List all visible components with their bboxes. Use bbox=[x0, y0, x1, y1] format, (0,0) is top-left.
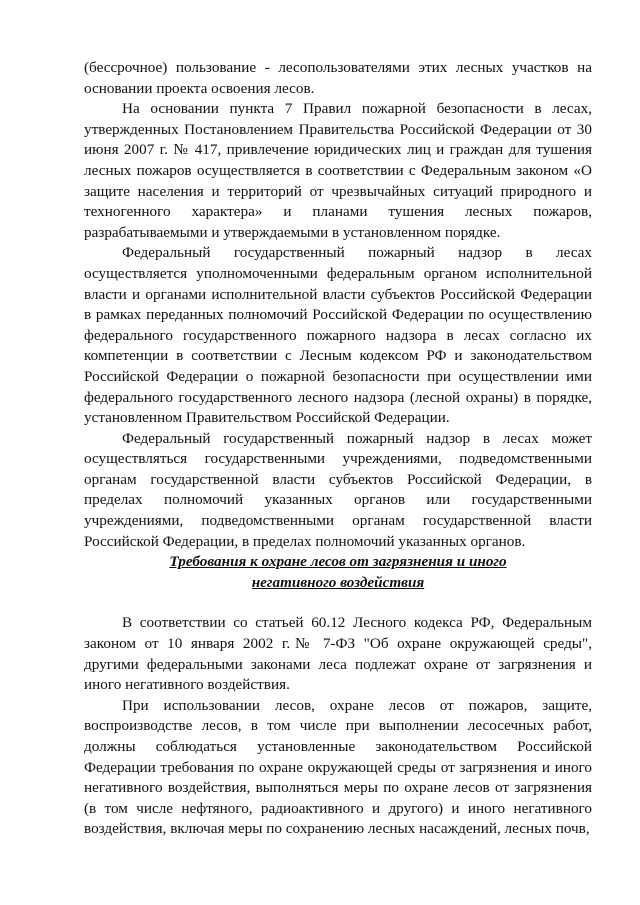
paragraph-federal-fire-supervision: Федеральный государственный пожарный надзор в лесах осуществляется уполномоченными федеральным органом исполнительной власти и органами исполнительной власти субъектов Российской Федерации в рамках переданных полномочий Российской Федерации по осуществлению федерального государственного пожарного надзора в лесах согласно их компетенции в соответствии с Лесным кодексом РФ и законодательством Российской Федерации о пожарной безопасности при осуществлении ими федерального государственного лесного надзора (лесной охраны) в порядке, установленном Правительством Российской Федерации. bbox=[84, 244, 592, 427]
paragraph-supervision-institutions: Федеральный государственный пожарный надзор в лесах может осуществляться государственными учреждениями, подведомственными органам государственной власти субъектов Российской Федерации, в пределах полномочий указанных органов или государственными учреждениями, подведомственными органам государственной власти Российской Федерации, в пределах полномочий указанных органов. bbox=[84, 429, 592, 550]
section-heading-line-2: негативного воздействия bbox=[251, 573, 425, 591]
document-page bbox=[84, 58, 592, 840]
paragraph-continuation: (бессрочное) пользование - лесопользователями этих лесных участков на основании проекта освоения лесов. bbox=[84, 59, 592, 97]
heading-spacer bbox=[84, 593, 592, 613]
section-heading bbox=[84, 552, 592, 593]
section-heading-line-1: Требования к охране лесов от загрязнения и иного bbox=[169, 553, 507, 571]
paragraph-fire-suppression-involvement: На основании пункта 7 Правил пожарной безопасности в лесах, утвержденных Постановлением Правительства Российской Федерации от 30 июня 2007 г. № 417, привлечение юридических лиц и граждан для тушения лесных пожаров осуществляется в соответствии с Федеральным законом «О защите населения и территорий от чрезвычайных ситуаций природного и техногенного характера» и планами тушения лесных пожаров, разрабатываемыми и утверждаемыми в установленном порядке. bbox=[84, 100, 592, 241]
paragraph-environmental-requirements: При использовании лесов, охране лесов от пожаров, защите, воспроизводстве лесов, в том числе при выполнении лесосечных работ, должны соблюдаться установленные законодательством Российской Федерации требования по охране окружающей среды от загрязнения и иного негативного воздействия, выполняться меры по охране лесов от загрязнения (в том числе нефтяного, радиоактивного и другого) и иного негативного воздействия, включая меры по сохранению лесных насаждений, лесных почв, bbox=[84, 696, 592, 838]
paragraph-pollution-protection-law: В соответствии со статьей 60.12 Лесного кодекса РФ, Федеральным законом от 10 января 2002 г.№ 7-ФЗ "Об охране окружающей среды", другими федеральными законами леса подлежат охране от загрязнения и иного негативного воздействия. bbox=[84, 614, 592, 694]
